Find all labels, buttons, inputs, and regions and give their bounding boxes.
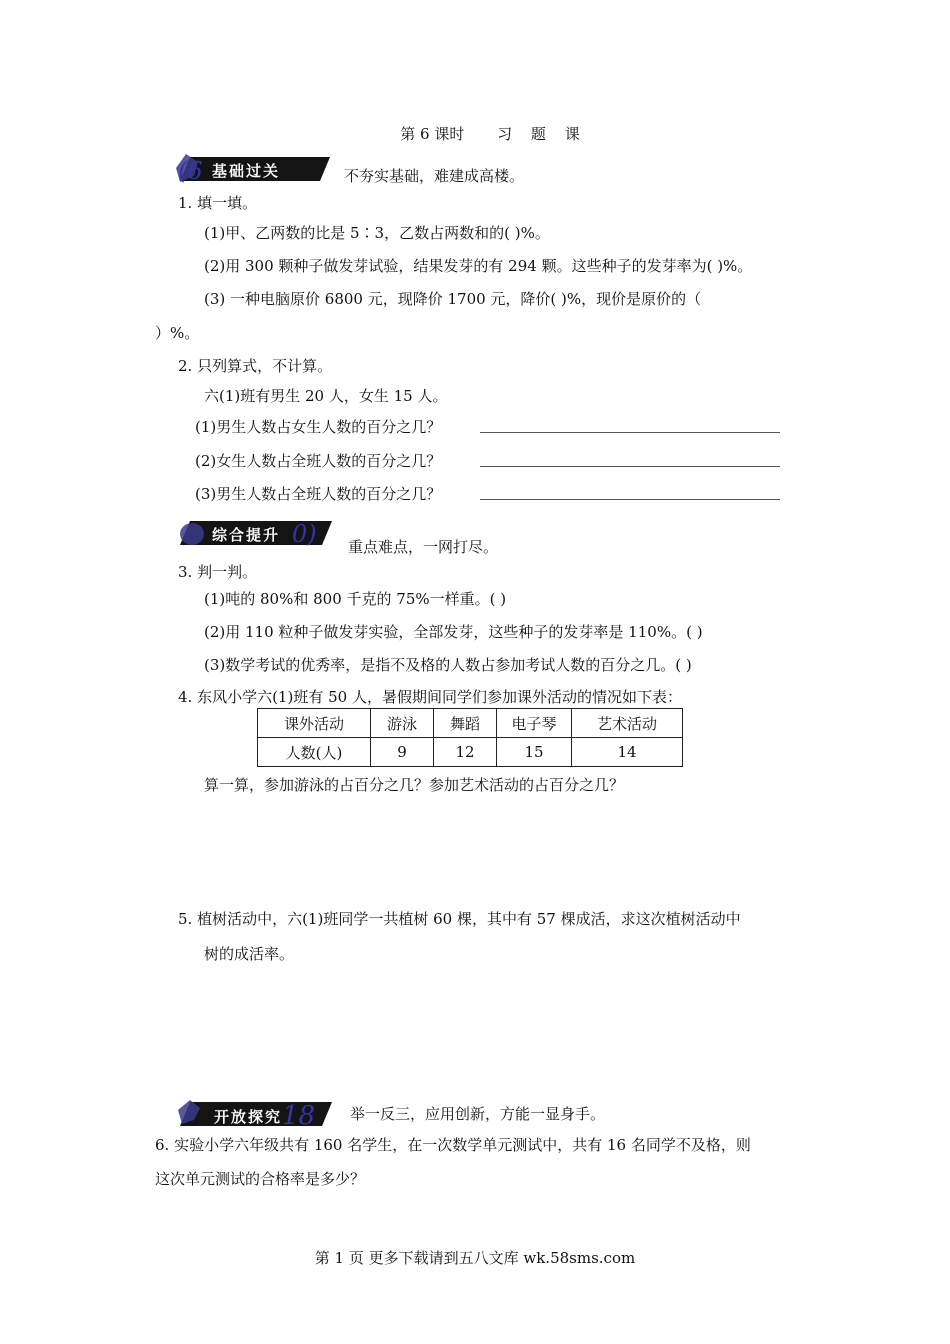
q5-line-1: 5. 植树活动中，六(1)班同学一共植树 60 棵，其中有 57 棵成活，求这次植树活动中 [178, 910, 741, 928]
svg-text:18: 18 [282, 1101, 316, 1130]
page-title: 第 6 课时 习 题 课 [400, 125, 580, 143]
q2-answer-line-1[interactable] [480, 418, 780, 433]
table-cell: 游泳 [371, 709, 434, 738]
q1-heading: 1. 填一填。 [178, 194, 258, 212]
section-motto-basic: 不夯实基础，难建成高楼。 [344, 167, 525, 185]
page-footer: 第 1 页 更多下载请到五八文库 wk.58sms.com [314, 1249, 636, 1267]
table-cell: 15 [497, 738, 572, 767]
q2-heading: 2. 只列算式，不计算。 [178, 357, 333, 375]
q2-part-2: (2)女生人数占全班人数的百分之几？ [195, 452, 442, 470]
table-header-row [258, 709, 683, 738]
table-cell: 人数(人) [258, 738, 371, 767]
q2-answer-line-3[interactable] [480, 485, 780, 500]
q2-part-3: (3)男生人数占全班人数的百分之几？ [195, 485, 442, 503]
q1-part-3-cont: ）%。 [155, 324, 200, 342]
section-banner-improve: 0) 综合提升 [172, 518, 337, 548]
table-cell: 12 [434, 738, 497, 767]
q1-part-3: (3) 一种电脑原价 6800 元，现降价 1700 元，降价( )%，现价是原价的（ [204, 290, 702, 308]
q4-question: 算一算，参加游泳的占百分之几？参加艺术活动的占百分之几？ [204, 776, 625, 794]
table-cell: 14 [572, 738, 683, 767]
q2-answer-line-2[interactable] [480, 452, 780, 467]
section-motto-improve: 重点难点，一网打尽。 [348, 538, 499, 556]
q4-heading: 4. 东风小学六(1)班有 50 人，暑假期间同学们参加课外活动的情况如下表： [178, 688, 682, 706]
table-cell: 电子琴 [497, 709, 572, 738]
q3-part-3: (3)数学考试的优秀率，是指不及格的人数占参加考试人数的百分之几。( ) [204, 656, 692, 674]
q6-line-1: 6. 实验小学六年级共有 160 名学生，在一次数学单元测试中，共有 16 名同学不及格，则 [155, 1136, 751, 1154]
section-motto-explore: 举一反三，应用创新，方能一显身手。 [350, 1105, 606, 1123]
q3-part-2: (2)用 110 粒种子做发芽实验，全部发芽，这些种子的发芽率是 110%。( ) [204, 623, 703, 641]
table-cell: 9 [371, 738, 434, 767]
q2-part-1: (1)男生人数占女生人数的百分之几？ [195, 418, 442, 436]
table-cell: 舞蹈 [434, 709, 497, 738]
q1-part-1: (1)甲、乙两数的比是 5∶3，乙数占两数和的( )%。 [204, 224, 550, 242]
q6-line-2: 这次单元测试的合格率是多少？ [155, 1170, 366, 1188]
table-cell: 艺术活动 [572, 709, 683, 738]
q5-line-2: 树的成活率。 [204, 945, 295, 963]
q1-part-2: (2)用 300 颗种子做发芽试验，结果发芽的有 294 颗。这些种子的发芽率为( )%。 [204, 257, 753, 275]
activity-table [257, 708, 683, 767]
svg-text:0): 0) [292, 520, 317, 548]
q3-heading: 3. 判一判。 [178, 563, 258, 581]
q2-intro: 六(1)班有男生 20 人，女生 15 人。 [204, 387, 448, 405]
table-cell: 课外活动 [258, 709, 371, 738]
section-banner-basic: (6 基础过关 [172, 154, 332, 184]
section-banner-explore: 18 开放探究 [172, 1098, 337, 1128]
table-row [258, 738, 683, 767]
q3-part-1: (1)吨的 80%和 800 千克的 75%一样重。( ) [204, 590, 507, 608]
svg-text:(6: (6 [178, 157, 203, 184]
